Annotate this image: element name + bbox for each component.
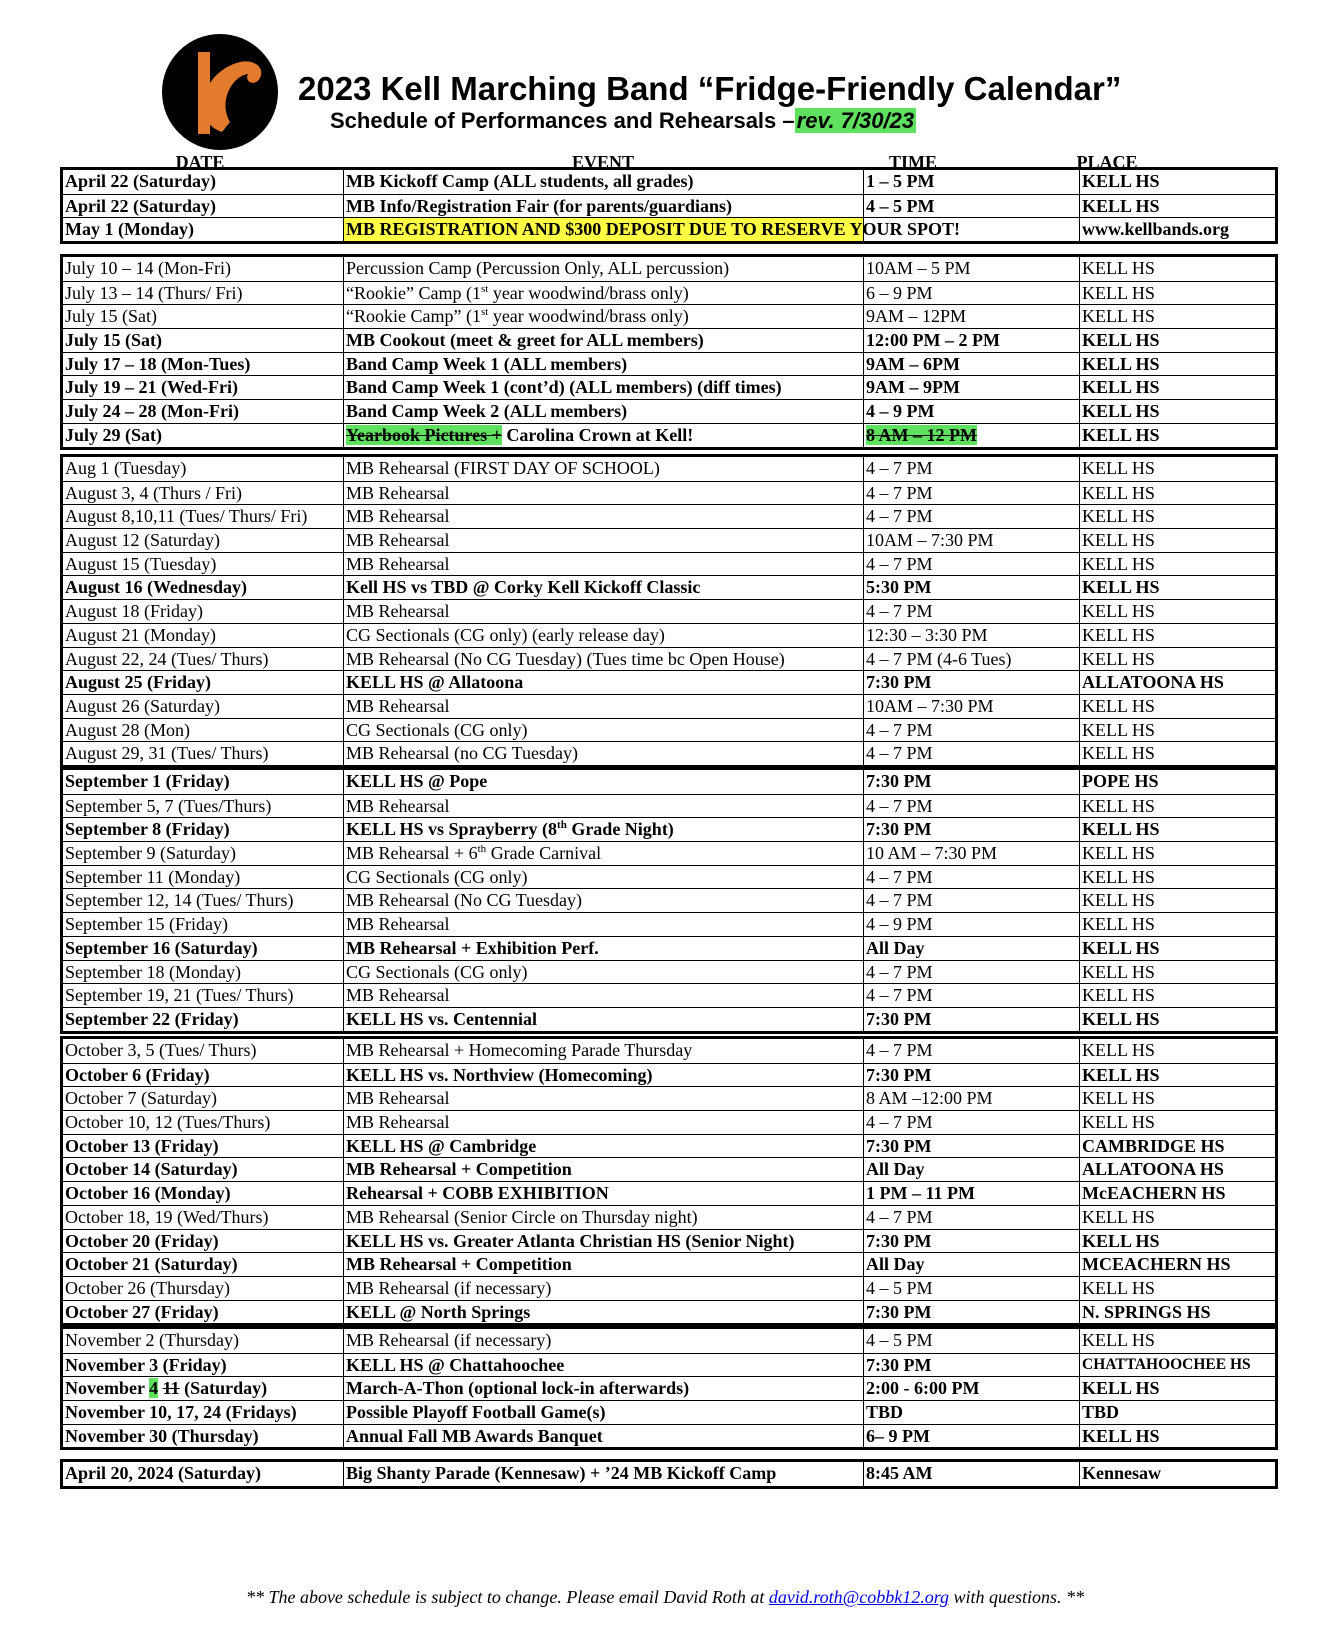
event-cell [343, 424, 863, 447]
date-cell: July 19 – 21 (Wed-Fri) [65, 377, 238, 398]
time-cell: 10 AM – 7:30 PM [863, 842, 1079, 865]
place-cell: KELL HS [1079, 600, 1275, 623]
footer-text-before: ** The above schedule is subject to change. Please email David Roth at [245, 1587, 769, 1607]
time-cell [863, 424, 1079, 447]
event-cell: MB Rehearsal [343, 695, 863, 718]
kell-logo [160, 32, 280, 152]
event-cell: MB Kickoff Camp (ALL students, all grades) [343, 170, 863, 194]
place-cell: ALLATOONA HS [1079, 671, 1275, 694]
revision-badge: rev. 7/30/23 [796, 108, 915, 133]
time-cell: 4 – 7 PM [863, 719, 1079, 742]
date-cell: November 3 (Friday) [65, 1354, 227, 1375]
place-cell: KELL HS [1079, 282, 1275, 305]
time-cell: 4 – 7 PM [863, 1111, 1079, 1134]
time-cell: 7:30 PM [863, 1354, 1079, 1377]
place-cell: KELL HS [1079, 353, 1275, 376]
event-cell: KELL HS vs. Greater Atlanta Christian HS (Senior Night) [343, 1230, 863, 1253]
table-row [63, 552, 1275, 576]
table-row [63, 1353, 1275, 1377]
schedule-block [60, 1459, 1278, 1489]
date-cell: September 22 (Friday) [65, 1008, 239, 1029]
place-cell: KELL HS [1079, 961, 1275, 984]
column-header-event: EVENT [571, 152, 635, 172]
place-cell: KELL HS [1079, 482, 1275, 505]
time-cell: 4 – 9 PM [863, 400, 1079, 423]
schedule-block [60, 1326, 1278, 1450]
time-cell: 4 – 7 PM (4-6 Tues) [863, 648, 1079, 671]
event-cell: MB Rehearsal (if necessary) [343, 1329, 863, 1353]
event-cell: March-A-Thon (optional lock-in afterwards) [343, 1377, 863, 1400]
event-cell: MB Rehearsal [343, 1111, 863, 1134]
time-cell: 4 – 7 PM [863, 457, 1079, 481]
time-cell: 4 – 7 PM [863, 1206, 1079, 1229]
schedule-block [60, 167, 1278, 244]
time-cell: 7:30 PM [863, 1135, 1079, 1158]
event-cell: CG Sectionals (CG only) [343, 866, 863, 889]
time-cell: 1 – 5 PM [863, 170, 1079, 194]
date-cell: November 10, 17, 24 (Fridays) [65, 1402, 297, 1423]
place-cell: KELL HS [1079, 457, 1275, 481]
place-cell: KELL HS [1079, 695, 1275, 718]
date-cell: August 12 (Saturday) [65, 530, 220, 551]
table-row [63, 1157, 1275, 1181]
schedule-block [60, 767, 1278, 1034]
place-cell: KELL HS [1079, 1087, 1275, 1110]
page-title: 2023 Kell Marching Band “Fridge-Friendly Calendar” [298, 70, 1122, 107]
time-cell: 10AM – 5 PM [863, 257, 1079, 281]
place-cell: KELL HS [1079, 719, 1275, 742]
schedule-block [60, 454, 1278, 768]
date-cell: August 28 (Mon) [65, 719, 190, 740]
table-row [63, 1462, 1275, 1486]
table-row [63, 1007, 1275, 1031]
date-cell: July 29 (Sat) [65, 424, 163, 445]
time-cell: TBD [863, 1401, 1079, 1424]
table-row [63, 741, 1275, 765]
event-cell: Percussion Camp (Percussion Only, ALL percussion) [343, 257, 863, 281]
event-cell: CG Sectionals (CG only) [343, 961, 863, 984]
table-row [63, 865, 1275, 889]
table-row [63, 1039, 1275, 1063]
place-cell: KELL HS [1079, 1008, 1275, 1031]
event-cell: MB Info/Registration Fair (for parents/guardians) [343, 195, 863, 218]
time-cell: 4 – 7 PM [863, 742, 1079, 765]
time-cell: All Day [863, 937, 1079, 960]
place-cell: KELL HS [1079, 305, 1275, 328]
date-cell: October 13 (Friday) [65, 1135, 219, 1156]
event-text: Carolina Crown at Kell! [501, 424, 694, 445]
table-row [63, 399, 1275, 423]
date-cell: October 27 (Friday) [65, 1301, 219, 1322]
event-cell: MB Rehearsal (No CG Tuesday) (Tues time bc Open House) [343, 648, 863, 671]
event-cell: Band Camp Week 1 (cont’d) (ALL members) (diff times) [343, 376, 863, 399]
date-cell: August 3, 4 (Thurs / Fri) [65, 482, 242, 503]
time-cell: 7:30 PM [863, 1230, 1079, 1253]
event-cell: MB Rehearsal [343, 913, 863, 936]
event-cell: MB Rehearsal [343, 795, 863, 818]
event-cell: Band Camp Week 2 (ALL members) [343, 400, 863, 423]
date-cell: September 5, 7 (Tues/Thurs) [65, 795, 272, 816]
time-cell: 2:00 - 6:00 PM [863, 1377, 1079, 1400]
date-cell: October 14 (Saturday) [65, 1159, 238, 1180]
place-cell: KELL HS [1079, 553, 1275, 576]
time-cell: 4 – 7 PM [863, 1039, 1079, 1063]
table-row [63, 817, 1275, 841]
event-cell: Band Camp Week 1 (ALL members) [343, 353, 863, 376]
date-cell: Aug 1 (Tuesday) [65, 458, 187, 478]
place-cell: www.kellbands.org [1079, 218, 1275, 241]
time-cell: 4 – 7 PM [863, 984, 1079, 1007]
event-cell: Big Shanty Parade (Kennesaw) + ’24 MB Kickoff Camp [343, 1462, 863, 1486]
time-cell: 9AM – 6PM [863, 353, 1079, 376]
place-cell: KELL HS [1079, 576, 1275, 599]
date-cell: September 16 (Saturday) [65, 937, 258, 958]
date-cell: July 17 – 18 (Mon-Tues) [65, 353, 251, 374]
table-row [63, 1086, 1275, 1110]
time-cell: 7:30 PM [863, 671, 1079, 694]
table-row [63, 375, 1275, 399]
date-cell: July 24 – 28 (Mon-Fri) [65, 401, 239, 422]
place-cell: KELL HS [1079, 1206, 1275, 1229]
event-cell: MB Rehearsal [343, 1087, 863, 1110]
table-row [63, 481, 1275, 505]
table-row [63, 1300, 1275, 1324]
place-cell: KELL HS [1079, 529, 1275, 552]
event-cell: KELL @ North Springs [343, 1301, 863, 1324]
table-row [63, 1181, 1275, 1205]
event-cell: MB Rehearsal + 6th Grade Carnival [343, 842, 863, 865]
table-row [63, 1063, 1275, 1087]
date-cell: September 12, 14 (Tues/ Thurs) [65, 890, 294, 911]
time-cell: 5:30 PM [863, 576, 1079, 599]
date-cell: October 7 (Saturday) [65, 1088, 217, 1109]
place-cell: CHATTAHOOCHEE HS [1079, 1354, 1275, 1377]
place-cell: Kennesaw [1079, 1462, 1275, 1486]
place-cell: KELL HS [1079, 1425, 1275, 1448]
time-cell: 10AM – 7:30 PM [863, 695, 1079, 718]
table-row [63, 1134, 1275, 1158]
date-cell: August 22, 24 (Tues/ Thurs) [65, 648, 269, 669]
table-row [63, 194, 1275, 218]
date-cell: September 11 (Monday) [65, 866, 241, 887]
subtitle-text: Schedule of Performances and Rehearsals – [330, 108, 795, 133]
table-row [63, 983, 1275, 1007]
table-row [63, 328, 1275, 352]
time-cell: 4 – 5 PM [863, 1329, 1079, 1353]
date-cell: July 13 – 14 (Thurs/ Fri) [65, 282, 243, 303]
time-cell: 12:00 PM – 2 PM [863, 329, 1079, 352]
event-cell: MB Rehearsal [343, 482, 863, 505]
time-cell: 4 – 7 PM [863, 505, 1079, 528]
date-cell: September 15 (Friday) [65, 914, 228, 935]
date-cell: October 3, 5 (Tues/ Thurs) [65, 1040, 257, 1060]
place-cell: KELL HS [1079, 818, 1275, 841]
table-row [63, 770, 1275, 794]
date-cell: August 15 (Tuesday) [65, 553, 217, 574]
place-cell: KELL HS [1079, 1377, 1275, 1400]
place-cell: KELL HS [1079, 795, 1275, 818]
email-link[interactable]: david.roth@cobbk12.org [768, 1587, 950, 1607]
place-cell: KELL HS [1079, 648, 1275, 671]
time-cell: 4 – 5 PM [863, 195, 1079, 218]
table-row [63, 841, 1275, 865]
date-cell: September 18 (Monday) [65, 961, 241, 982]
table-row [63, 1424, 1275, 1448]
table-row [63, 528, 1275, 552]
table-row [63, 936, 1275, 960]
table-row [63, 718, 1275, 742]
place-cell: KELL HS [1079, 505, 1275, 528]
place-cell: KELL HS [1079, 624, 1275, 647]
event-cell: Possible Playoff Football Game(s) [343, 1401, 863, 1424]
event-cell: Rehearsal + COBB EXHIBITION [343, 1182, 863, 1205]
date-cell: August 21 (Monday) [65, 624, 216, 645]
place-cell: KELL HS [1079, 1111, 1275, 1134]
table-row [63, 423, 1275, 447]
table-row [63, 217, 1275, 241]
place-cell: KELL HS [1079, 1064, 1275, 1087]
table-row [63, 647, 1275, 671]
date-cell: September 19, 21 (Tues/ Thurs) [65, 985, 294, 1006]
schedule-block [60, 1036, 1278, 1326]
table-row [63, 1376, 1275, 1400]
date-cell: April 22 (Saturday) [65, 195, 217, 216]
date-cell: September 8 (Friday) [65, 819, 230, 840]
column-header-date: DATE [175, 152, 225, 172]
place-cell: KELL HS [1079, 937, 1275, 960]
time-cell: 4 – 9 PM [863, 913, 1079, 936]
place-cell: KELL HS [1079, 195, 1275, 218]
event-cell: MB Rehearsal (if necessary) [343, 1277, 863, 1300]
event-cell: MB Rehearsal + Competition [343, 1253, 863, 1276]
place-cell: KELL HS [1079, 1230, 1275, 1253]
time-cell: 7:30 PM [863, 1064, 1079, 1087]
time-cell: 7:30 PM [863, 1301, 1079, 1324]
date-cell: October 26 (Thursday) [65, 1277, 230, 1298]
date-cell: September 9 (Saturday) [65, 843, 236, 864]
place-cell: McEACHERN HS [1079, 1182, 1275, 1205]
place-cell: KELL HS [1079, 376, 1275, 399]
column-header-time: TIME [888, 152, 938, 172]
date-cell: August 16 (Wednesday) [65, 577, 248, 598]
time-cell: 4 – 7 PM [863, 795, 1079, 818]
table-row [63, 1400, 1275, 1424]
date-cell: July 10 – 14 (Mon-Fri) [65, 258, 231, 278]
date-cell: August 26 (Saturday) [65, 695, 220, 716]
place-cell: KELL HS [1079, 984, 1275, 1007]
place-cell: ALLATOONA HS [1079, 1158, 1275, 1181]
place-cell: POPE HS [1079, 770, 1275, 794]
table-row [63, 304, 1275, 328]
date-cell: October 18, 19 (Wed/Thurs) [65, 1206, 269, 1227]
date-cell: November 4 11 (Saturday) [65, 1378, 268, 1399]
time-cell: 4 – 7 PM [863, 889, 1079, 912]
table-row [63, 623, 1275, 647]
place-cell: KELL HS [1079, 257, 1275, 281]
event-cell: MB Rehearsal [343, 505, 863, 528]
event-cell: CG Sectionals (CG only) [343, 719, 863, 742]
place-cell: MCEACHERN HS [1079, 1253, 1275, 1276]
event-cell: MB REGISTRATION AND $300 DEPOSIT DUE TO RESERVE YOUR SPOT! [343, 218, 863, 241]
table-row [63, 1252, 1275, 1276]
time-cell: 9AM – 12PM [863, 305, 1079, 328]
event-cell: MB Rehearsal + Exhibition Perf. [343, 937, 863, 960]
page-subtitle [330, 108, 916, 134]
table-row [63, 281, 1275, 305]
event-cell: “Rookie” Camp (1st year woodwind/brass only) [343, 282, 863, 305]
time-cell: 1 PM – 11 PM [863, 1182, 1079, 1205]
place-cell: KELL HS [1079, 742, 1275, 765]
event-cell: “Rookie Camp” (1st year woodwind/brass only) [343, 305, 863, 328]
place-cell: KELL HS [1079, 424, 1275, 447]
place-cell: KELL HS [1079, 889, 1275, 912]
time-cell: 4 – 7 PM [863, 866, 1079, 889]
table-row [63, 960, 1275, 984]
date-cell: August 18 (Friday) [65, 601, 203, 622]
time-cell: 4 – 5 PM [863, 1277, 1079, 1300]
event-cell: KELL HS vs Sprayberry (8th Grade Night) [343, 818, 863, 841]
table-row [63, 257, 1275, 281]
date-cell: July 15 (Sat) [65, 306, 157, 327]
table-row [63, 1110, 1275, 1134]
table-row [63, 694, 1275, 718]
time-cell: 4 – 7 PM [863, 961, 1079, 984]
place-cell: KELL HS [1079, 842, 1275, 865]
event-cell: MB Rehearsal [343, 984, 863, 1007]
column-header-place: PLACE [1076, 152, 1138, 172]
table-row [63, 670, 1275, 694]
table-row [63, 888, 1275, 912]
time-cell: All Day [863, 1158, 1079, 1181]
event-cell: MB Rehearsal + Homecoming Parade Thursday [343, 1039, 863, 1063]
event-cell: MB Rehearsal + Competition [343, 1158, 863, 1181]
date-cell: August 25 (Friday) [65, 672, 212, 693]
time-cell: 4 – 7 PM [863, 553, 1079, 576]
schedule-block [60, 254, 1278, 450]
date-cell: October 6 (Friday) [65, 1064, 210, 1085]
table-row [63, 352, 1275, 376]
place-cell: KELL HS [1079, 400, 1275, 423]
date-cell: July 15 (Sat) [65, 330, 163, 351]
date-cell: November 30 (Thursday) [65, 1425, 259, 1446]
time-cell: 10AM – 7:30 PM [863, 529, 1079, 552]
date-cell: October 21 (Saturday) [65, 1254, 238, 1275]
table-row [63, 599, 1275, 623]
table-row [63, 1329, 1275, 1353]
event-cell: MB Rehearsal [343, 600, 863, 623]
time-cell: 8 AM –12:00 PM [863, 1087, 1079, 1110]
date-cell: April 20, 2024 (Saturday) [65, 1463, 262, 1483]
time-cell: 6 – 9 PM [863, 282, 1079, 305]
table-row [63, 457, 1275, 481]
table-row [63, 912, 1275, 936]
time-cell: 4 – 7 PM [863, 600, 1079, 623]
place-cell: KELL HS [1079, 1329, 1275, 1353]
table-row [63, 1229, 1275, 1253]
place-cell: CAMBRIDGE HS [1079, 1135, 1275, 1158]
event-cell: Annual Fall MB Awards Banquet [343, 1425, 863, 1448]
footer-note [0, 1587, 1330, 1608]
time-cell: 7:30 PM [863, 818, 1079, 841]
place-cell: TBD [1079, 1401, 1275, 1424]
event-cell: MB Rehearsal [343, 553, 863, 576]
struck-event-text: Yearbook Pictures + [346, 424, 502, 445]
event-cell: KELL HS @ Allatoona [343, 671, 863, 694]
date-cell: April 22 (Saturday) [65, 171, 217, 191]
date-cell: August 29, 31 (Tues/ Thurs) [65, 743, 269, 764]
event-cell: MB Rehearsal (no CG Tuesday) [343, 742, 863, 765]
time-cell: 7:30 PM [863, 1008, 1079, 1031]
time-cell: 12:30 – 3:30 PM [863, 624, 1079, 647]
time-cell: 6– 9 PM [863, 1425, 1079, 1448]
table-row [63, 1276, 1275, 1300]
event-cell: Kell HS vs TBD @ Corky Kell Kickoff Classic [343, 576, 863, 599]
place-cell: KELL HS [1079, 1277, 1275, 1300]
place-cell: KELL HS [1079, 329, 1275, 352]
time-cell: All Day [863, 1253, 1079, 1276]
table-row [63, 170, 1275, 194]
place-cell: N. SPRINGS HS [1079, 1301, 1275, 1324]
event-cell: KELL HS vs. Northview (Homecoming) [343, 1064, 863, 1087]
event-cell: KELL HS vs. Centennial [343, 1008, 863, 1031]
event-cell: MB Rehearsal (Senior Circle on Thursday night) [343, 1206, 863, 1229]
time-cell: 9AM – 9PM [863, 376, 1079, 399]
event-cell: CG Sectionals (CG only) (early release day) [343, 624, 863, 647]
date-cell: October 20 (Friday) [65, 1230, 219, 1251]
date-cell: November 2 (Thursday) [65, 1330, 239, 1350]
time-cell: 7:30 PM [863, 770, 1079, 794]
table-row [63, 575, 1275, 599]
time-cell [863, 218, 1079, 241]
event-cell: KELL HS @ Pope [343, 770, 863, 794]
place-cell: KELL HS [1079, 866, 1275, 889]
date-cell: August 8,10,11 (Tues/ Thurs/ Fri) [65, 506, 308, 527]
event-cell: MB Cookout (meet & greet for ALL members) [343, 329, 863, 352]
place-cell: KELL HS [1079, 1039, 1275, 1063]
date-cell: May 1 (Monday) [65, 219, 194, 240]
event-cell: KELL HS @ Chattahoochee [343, 1354, 863, 1377]
event-cell: KELL HS @ Cambridge [343, 1135, 863, 1158]
date-cell: October 10, 12 (Tues/Thurs) [65, 1112, 271, 1133]
table-row [63, 504, 1275, 528]
date-cell: October 16 (Monday) [65, 1183, 231, 1204]
place-cell: KELL HS [1079, 913, 1275, 936]
date-cell: September 1 (Friday) [65, 771, 230, 791]
struck-time-text: 8 AM – 12 PM [866, 424, 977, 445]
event-cell: MB Rehearsal [343, 529, 863, 552]
time-cell: 4 – 7 PM [863, 482, 1079, 505]
footer-text-after: with questions. ** [949, 1587, 1085, 1607]
event-cell: MB Rehearsal (No CG Tuesday) [343, 889, 863, 912]
place-cell: KELL HS [1079, 170, 1275, 194]
table-row [63, 794, 1275, 818]
event-cell: MB Rehearsal (FIRST DAY OF SCHOOL) [343, 457, 863, 481]
table-row [63, 1205, 1275, 1229]
time-cell: 8:45 AM [863, 1462, 1079, 1486]
